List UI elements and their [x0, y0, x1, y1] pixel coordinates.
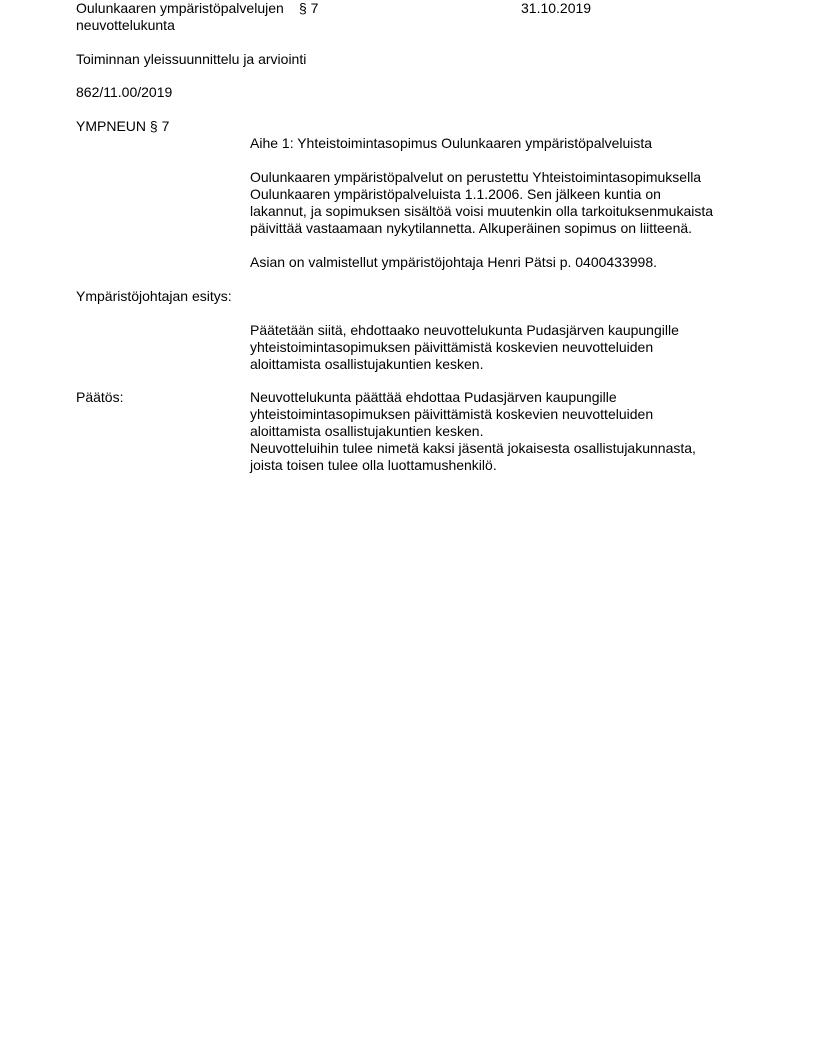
- decision-line: joista toisen tulee olla luottamushenkilö.: [250, 457, 497, 473]
- record-number: 862/11.00/2019: [76, 84, 173, 100]
- background-line: päivittää vastaamaan nykytilannetta. Alkuperäinen sopimus on liitteenä.: [250, 220, 693, 236]
- proposal-paragraph: [250, 322, 679, 373]
- decision-paragraph: [250, 389, 696, 474]
- category: Toiminnan yleissuunnittelu ja arviointi: [76, 51, 307, 67]
- proposal-line: aloittamista osallistujakuntien kesken.: [250, 356, 484, 372]
- decision-line: yhteistoimintasopimuksen päivittämistä koskevien neuvotteluiden: [250, 406, 654, 422]
- header-organization-line2: neuvottelukunta: [76, 17, 175, 33]
- header-section: § 7: [299, 0, 319, 16]
- background-line: lakannut, ja sopimuksen sisältöä voisi muutenkin olla tarkoituksenmukaista: [250, 203, 714, 219]
- decision-line: Neuvottelukunta päättää ehdottaa Pudasjärven kaupungille: [250, 389, 617, 405]
- proposal-line: yhteistoimintasopimuksen päivittämistä koskevien neuvotteluiden: [250, 339, 654, 355]
- header-date: 31.10.2019: [521, 0, 592, 16]
- background-paragraph: [250, 169, 713, 237]
- header-organization-line1: Oulunkaaren ympäristöpalvelujen: [76, 0, 284, 16]
- subject: Aihe 1: Yhteistoimintasopimus Oulunkaaren ympäristöpalveluista: [250, 135, 653, 151]
- decision-line: aloittamista osallistujakuntien kesken.: [250, 423, 484, 439]
- proposal-line: Päätetään siitä, ehdottaako neuvottelukunta Pudasjärven kaupungille: [250, 322, 679, 338]
- decision-label: Päätös:: [76, 389, 124, 405]
- preparer-note: Asian on valmistellut ympäristöjohtaja Henri Pätsi p. 0400433998.: [250, 254, 658, 270]
- meeting-section: YMPNEUN § 7: [76, 118, 170, 134]
- background-line: Oulunkaaren ympäristöpalvelut on perustettu Yhteistoimintasopimuksella: [250, 169, 702, 185]
- proposal-label: Ympäristöjohtajan esitys:: [76, 288, 232, 304]
- background-line: Oulunkaaren ympäristöpalveluista 1.1.2006. Sen jälkeen kuntia on: [250, 186, 661, 202]
- decision-line: Neuvotteluihin tulee nimetä kaksi jäsentä jokaisesta osallistujakunnasta,: [250, 440, 696, 456]
